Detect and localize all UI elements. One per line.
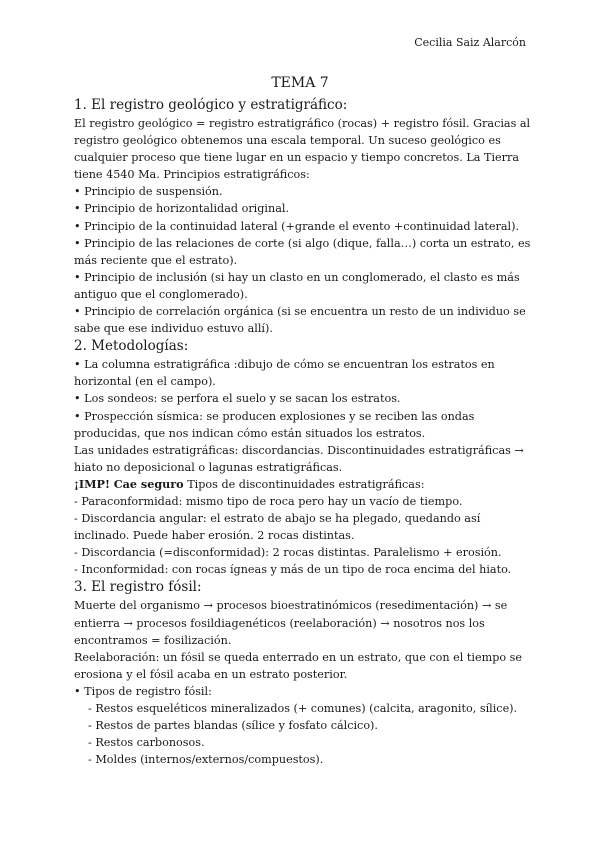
- list-item: • Principio de las relaciones de corte (si algo (dique, falla…) corta un estrato, es más reciente que el estrato).: [74, 236, 531, 267]
- list-item: • Principio de suspensión.: [74, 185, 223, 199]
- list-item: • La columna estratigráfica :dibujo de cómo se encuentran los estratos en horizontal (en el campo).: [74, 358, 495, 389]
- author-name: Cecilia Saiz Alarcón: [414, 36, 526, 49]
- section-2-heading: 2. Metodologías:: [74, 338, 189, 355]
- imp-text: Tipos de discontinuidades estratigráficas:: [183, 477, 425, 491]
- list-item: - Restos carbonosos.: [88, 736, 205, 750]
- imp-line: [74, 476, 534, 493]
- list-item: - Restos esqueléticos mineralizados (+ comunes) (calcita, aragonito, sílice).: [88, 702, 518, 715]
- page-title: TEMA 7: [271, 75, 329, 91]
- fosilizacion-paragraph: Muerte del organismo → procesos bioestratinómicos (resedimentación) → se entierra → procesos fosildiagenéticos (reelaboración) → nosotros nos los encontramos = fosilización.: [74, 599, 508, 647]
- reelaboracion-paragraph: Reelaboración: un fósil se queda enterrado en un estrato, que con el tiempo se erosiona y el fósil acaba en un estrato posterior.: [74, 650, 523, 681]
- list-item: • Principio de la continuidad lateral (+grande el evento +continuidad lateral).: [74, 219, 520, 233]
- section-1-intro: El registro geológico = registro estratigráfico (rocas) + registro fósil. Gracias al registro geológico obtenemos una escala temporal. Un suceso geológico es cualquier proceso que tiene lugar en un espacio y tiempo concretos. La Tierra tiene 4540 Ma. Principios estratigráficos:: [74, 117, 531, 182]
- list-item: - Discordancia angular: el estrato de abajo se ha plegado, quedando así inclinado. Puede haber erosión. 2 rocas distintas.: [74, 512, 481, 543]
- unidades-paragraph: Las unidades estratigráficas: discordancias. Discontinuidades estratigráficas → hiato no deposicional o lagunas estratigráficas.: [74, 443, 524, 474]
- document-body: [74, 96, 534, 768]
- list-item: • Principio de inclusión (si hay un clasto en un conglomerado, el clasto es más antiguo que el conglomerado).: [74, 270, 520, 301]
- list-item: - Paraconformidad: mismo tipo de roca pero hay un vacío de tiempo.: [74, 494, 463, 508]
- list-item: • Principio de correlación orgánica (si se encuentra un resto de un individuo se sabe que ese individuo estuvo allí).: [74, 305, 526, 336]
- list-item: - Restos de partes blandas (sílice y fosfato cálcico).: [88, 719, 378, 733]
- section-1-heading: 1. El registro geológico y estratigráfico:: [74, 97, 348, 113]
- list-item: • Principio de horizontalidad original.: [74, 202, 290, 216]
- section-3-heading: 3. El registro fósil:: [74, 579, 202, 596]
- tipos-label: • Tipos de registro fósil:: [74, 684, 212, 698]
- list-item: - Discordancia (=disconformidad): 2 rocas distintas. Paralelismo + erosión.: [74, 546, 502, 560]
- list-item: - Moldes (internos/externos/compuestos).: [88, 753, 324, 767]
- list-item: - Inconformidad: con rocas ígneas y más de un tipo de roca encima del hiato.: [74, 563, 512, 577]
- list-item: • Prospección sísmica: se producen explosiones y se reciben las ondas producidas, que nos indican cómo están situados los estratos.: [74, 409, 475, 440]
- imp-label: ¡IMP! Cae seguro: [74, 476, 184, 491]
- list-item: • Los sondeos: se perfora el suelo y se sacan los estratos.: [74, 392, 401, 406]
